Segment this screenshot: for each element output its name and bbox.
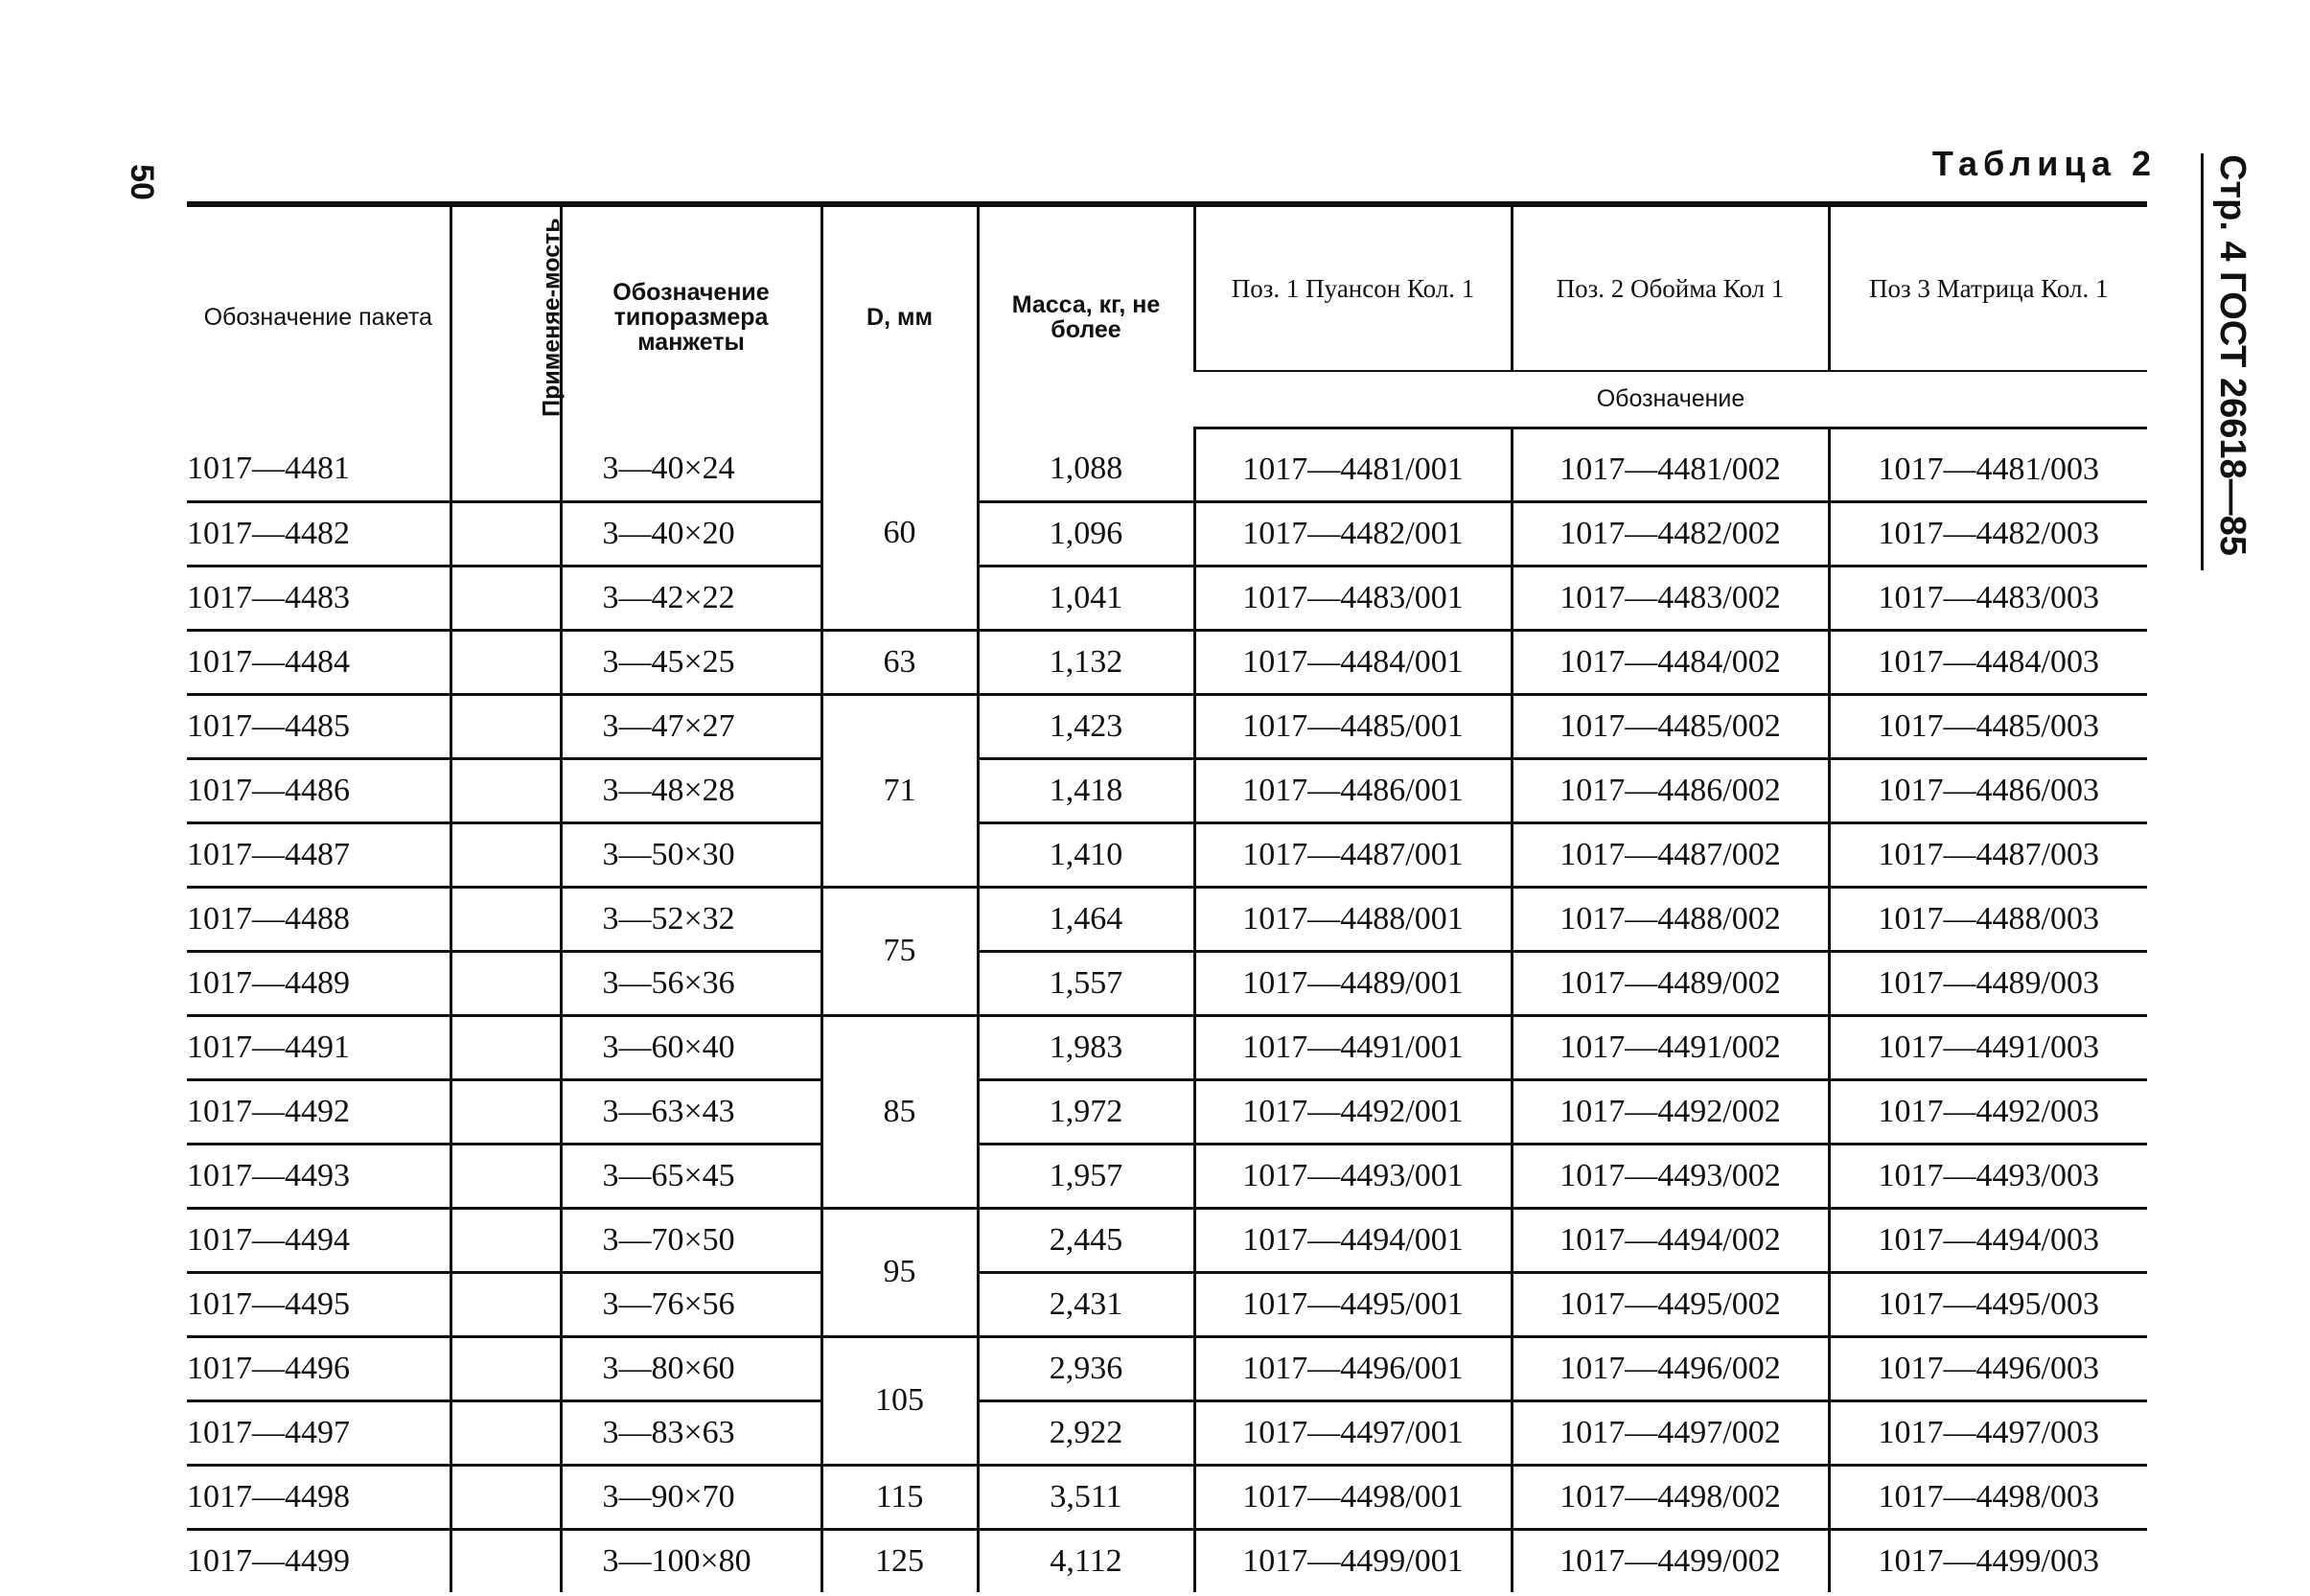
applicability-cell — [450, 1144, 561, 1208]
table-row — [187, 1400, 2147, 1465]
header-cuff-size: Обозначение типоразмера манжеты — [561, 204, 821, 428]
diameter-cell: 95 — [821, 1208, 978, 1336]
punch-code-cell: 1017—4484/001 — [1194, 630, 1512, 694]
applicability-cell — [450, 428, 561, 501]
holder-code-cell: 1017—4496/002 — [1512, 1336, 1829, 1400]
die-code-cell: 1017—4499/003 — [1829, 1529, 2147, 1592]
table-row — [187, 1336, 2147, 1400]
cuff-size-cell: 3—80×60 — [561, 1336, 821, 1400]
package-code-cell: 1017—4493 — [187, 1144, 450, 1208]
header-package: Обозначение пакета — [187, 204, 450, 428]
punch-code-cell: 1017—4486/001 — [1194, 758, 1512, 822]
holder-code-cell: 1017—4485/002 — [1512, 694, 1829, 758]
package-code-cell: 1017—4497 — [187, 1400, 450, 1465]
holder-code-cell: 1017—4488/002 — [1512, 887, 1829, 951]
cuff-size-cell: 3—52×32 — [561, 887, 821, 951]
applicability-cell — [450, 822, 561, 887]
punch-code-cell: 1017—4481/001 — [1194, 428, 1512, 501]
mass-cell: 1,557 — [978, 951, 1194, 1015]
punch-code-cell: 1017—4497/001 — [1194, 1400, 1512, 1465]
applicability-cell — [450, 501, 561, 566]
header-applicability-label: Применяе-мость — [538, 218, 566, 417]
mass-cell: 1,423 — [978, 694, 1194, 758]
table-row — [187, 1208, 2147, 1272]
holder-code-cell: 1017—4491/002 — [1512, 1015, 1829, 1079]
data-table — [187, 201, 2147, 1592]
side-header — [2203, 144, 2260, 566]
applicability-cell — [450, 1336, 561, 1400]
header-pos3: Поз 3 Матрица Кол. 1 — [1829, 204, 2147, 371]
mass-cell: 4,112 — [978, 1529, 1194, 1592]
holder-code-cell: 1017—4493/002 — [1512, 1144, 1829, 1208]
mass-cell: 2,445 — [978, 1208, 1194, 1272]
table-row — [187, 758, 2147, 822]
package-code-cell: 1017—4489 — [187, 951, 450, 1015]
mass-cell: 1,096 — [978, 501, 1194, 566]
table-title: Таблица 2 — [1931, 144, 2157, 183]
table-row — [187, 501, 2147, 566]
mass-cell: 1,957 — [978, 1144, 1194, 1208]
holder-code-cell: 1017—4483/002 — [1512, 566, 1829, 630]
table-row — [187, 630, 2147, 694]
diameter-cell: 63 — [821, 630, 978, 694]
mass-cell: 1,041 — [978, 566, 1194, 630]
mass-cell: 1,088 — [978, 428, 1194, 501]
applicability-cell — [450, 1272, 561, 1336]
package-code-cell: 1017—4494 — [187, 1208, 450, 1272]
cuff-size-cell: 3—76×56 — [561, 1272, 821, 1336]
page-number: 50 — [124, 164, 161, 200]
holder-code-cell: 1017—4489/002 — [1512, 951, 1829, 1015]
mass-cell: 1,132 — [978, 630, 1194, 694]
cuff-size-cell: 3—65×45 — [561, 1144, 821, 1208]
applicability-cell — [450, 951, 561, 1015]
cuff-size-cell: 3—50×30 — [561, 822, 821, 887]
package-code-cell: 1017—4482 — [187, 501, 450, 566]
diameter-cell: 105 — [821, 1336, 978, 1465]
package-code-cell: 1017—4484 — [187, 630, 450, 694]
cuff-size-cell: 3—40×24 — [561, 428, 821, 501]
cuff-size-cell: 3—40×20 — [561, 501, 821, 566]
punch-code-cell: 1017—4496/001 — [1194, 1336, 1512, 1400]
cuff-size-cell: 3—42×22 — [561, 566, 821, 630]
package-code-cell: 1017—4483 — [187, 566, 450, 630]
cuff-size-cell: 3—90×70 — [561, 1465, 821, 1529]
applicability-cell — [450, 1208, 561, 1272]
table-row — [187, 1144, 2147, 1208]
die-code-cell: 1017—4493/003 — [1829, 1144, 2147, 1208]
diameter-cell: 125 — [821, 1529, 978, 1592]
mass-cell: 3,511 — [978, 1465, 1194, 1529]
package-code-cell: 1017—4485 — [187, 694, 450, 758]
punch-code-cell: 1017—4488/001 — [1194, 887, 1512, 951]
die-code-cell: 1017—4496/003 — [1829, 1336, 2147, 1400]
cuff-size-cell: 3—100×80 — [561, 1529, 821, 1592]
die-code-cell: 1017—4498/003 — [1829, 1465, 2147, 1529]
holder-code-cell: 1017—4487/002 — [1512, 822, 1829, 887]
cuff-size-cell: 3—63×43 — [561, 1079, 821, 1144]
punch-code-cell: 1017—4495/001 — [1194, 1272, 1512, 1336]
die-code-cell: 1017—4488/003 — [1829, 887, 2147, 951]
die-code-cell: 1017—4497/003 — [1829, 1400, 2147, 1465]
punch-code-cell: 1017—4492/001 — [1194, 1079, 1512, 1144]
cuff-size-cell: 3—83×63 — [561, 1400, 821, 1465]
punch-code-cell: 1017—4494/001 — [1194, 1208, 1512, 1272]
punch-code-cell: 1017—4491/001 — [1194, 1015, 1512, 1079]
die-code-cell: 1017—4483/003 — [1829, 566, 2147, 630]
mass-cell: 1,464 — [978, 887, 1194, 951]
package-code-cell: 1017—4492 — [187, 1079, 450, 1144]
applicability-cell — [450, 1015, 561, 1079]
package-code-cell: 1017—4496 — [187, 1336, 450, 1400]
applicability-cell — [450, 566, 561, 630]
holder-code-cell: 1017—4492/002 — [1512, 1079, 1829, 1144]
cuff-size-cell: 3—60×40 — [561, 1015, 821, 1079]
mass-cell: 2,922 — [978, 1400, 1194, 1465]
holder-code-cell: 1017—4481/002 — [1512, 428, 1829, 501]
mass-cell: 1,410 — [978, 822, 1194, 887]
punch-code-cell: 1017—4485/001 — [1194, 694, 1512, 758]
table-row — [187, 694, 2147, 758]
punch-code-cell: 1017—4483/001 — [1194, 566, 1512, 630]
punch-code-cell: 1017—4489/001 — [1194, 951, 1512, 1015]
header-d: D, мм — [821, 204, 978, 428]
table-row — [187, 1079, 2147, 1144]
holder-code-cell: 1017—4499/002 — [1512, 1529, 1829, 1592]
cuff-size-cell: 3—56×36 — [561, 951, 821, 1015]
die-code-cell: 1017—4492/003 — [1829, 1079, 2147, 1144]
cuff-size-cell: 3—48×28 — [561, 758, 821, 822]
applicability-cell — [450, 1400, 561, 1465]
die-code-cell: 1017—4495/003 — [1829, 1272, 2147, 1336]
table-row — [187, 1272, 2147, 1336]
header-designation: Обозначение — [1194, 371, 2147, 428]
holder-code-cell: 1017—4497/002 — [1512, 1400, 1829, 1465]
holder-code-cell: 1017—4494/002 — [1512, 1208, 1829, 1272]
applicability-cell — [450, 887, 561, 951]
mass-cell: 1,972 — [978, 1079, 1194, 1144]
applicability-cell — [450, 1079, 561, 1144]
diameter-cell: 75 — [821, 887, 978, 1015]
applicability-cell — [450, 694, 561, 758]
table-row — [187, 822, 2147, 887]
punch-code-cell: 1017—4498/001 — [1194, 1465, 1512, 1529]
table-row — [187, 428, 2147, 501]
mass-cell: 2,936 — [978, 1336, 1194, 1400]
applicability-cell — [450, 1465, 561, 1529]
cuff-size-cell: 3—45×25 — [561, 630, 821, 694]
punch-code-cell: 1017—4487/001 — [1194, 822, 1512, 887]
table-row — [187, 1015, 2147, 1079]
package-code-cell: 1017—4487 — [187, 822, 450, 887]
package-code-cell: 1017—4495 — [187, 1272, 450, 1336]
die-code-cell: 1017—4494/003 — [1829, 1208, 2147, 1272]
punch-code-cell: 1017—4482/001 — [1194, 501, 1512, 566]
diameter-cell: 71 — [821, 694, 978, 887]
holder-code-cell: 1017—4495/002 — [1512, 1272, 1829, 1336]
side-header-text: Стр. 4 ГОСТ 26618—85 — [2211, 153, 2252, 556]
header-mass: Масса, кг, не более — [978, 204, 1194, 428]
applicability-cell — [450, 630, 561, 694]
package-code-cell: 1017—4498 — [187, 1465, 450, 1529]
table-row — [187, 1465, 2147, 1529]
die-code-cell: 1017—4489/003 — [1829, 951, 2147, 1015]
package-code-cell: 1017—4488 — [187, 887, 450, 951]
table-row — [187, 566, 2147, 630]
header-pos2: Поз. 2 Обойма Кол 1 — [1512, 204, 1829, 371]
punch-code-cell: 1017—4499/001 — [1194, 1529, 1512, 1592]
holder-code-cell: 1017—4498/002 — [1512, 1465, 1829, 1529]
applicability-cell — [450, 1529, 561, 1592]
table-row — [187, 887, 2147, 951]
mass-cell: 1,418 — [978, 758, 1194, 822]
holder-code-cell: 1017—4484/002 — [1512, 630, 1829, 694]
mass-cell: 2,431 — [978, 1272, 1194, 1336]
table-row — [187, 951, 2147, 1015]
table-row — [187, 1529, 2147, 1592]
holder-code-cell: 1017—4482/002 — [1512, 501, 1829, 566]
punch-code-cell: 1017—4493/001 — [1194, 1144, 1512, 1208]
header-pos1: Поз. 1 Пуансон Кол. 1 — [1194, 204, 1512, 371]
cuff-size-cell: 3—47×27 — [561, 694, 821, 758]
die-code-cell: 1017—4486/003 — [1829, 758, 2147, 822]
die-code-cell: 1017—4485/003 — [1829, 694, 2147, 758]
die-code-cell: 1017—4482/003 — [1829, 501, 2147, 566]
die-code-cell: 1017—4487/003 — [1829, 822, 2147, 887]
die-code-cell: 1017—4484/003 — [1829, 630, 2147, 694]
header-applicability — [450, 204, 566, 428]
package-code-cell: 1017—4499 — [187, 1542, 350, 1579]
package-code-cell: 1017—4491 — [187, 1015, 450, 1079]
package-code-cell: 1017—4481 — [187, 428, 450, 501]
holder-code-cell: 1017—4486/002 — [1512, 758, 1829, 822]
applicability-cell — [450, 758, 561, 822]
cuff-size-cell: 3—70×50 — [561, 1208, 821, 1272]
diameter-cell: 85 — [821, 1015, 978, 1208]
package-code-cell: 1017—4486 — [187, 758, 450, 822]
table-header — [187, 204, 2147, 428]
die-code-cell: 1017—4481/003 — [1829, 428, 2147, 501]
table-body — [187, 428, 2147, 1592]
diameter-cell: 60 — [821, 428, 978, 630]
diameter-cell: 115 — [821, 1465, 978, 1529]
mass-cell: 1,983 — [978, 1015, 1194, 1079]
die-code-cell: 1017—4491/003 — [1829, 1015, 2147, 1079]
